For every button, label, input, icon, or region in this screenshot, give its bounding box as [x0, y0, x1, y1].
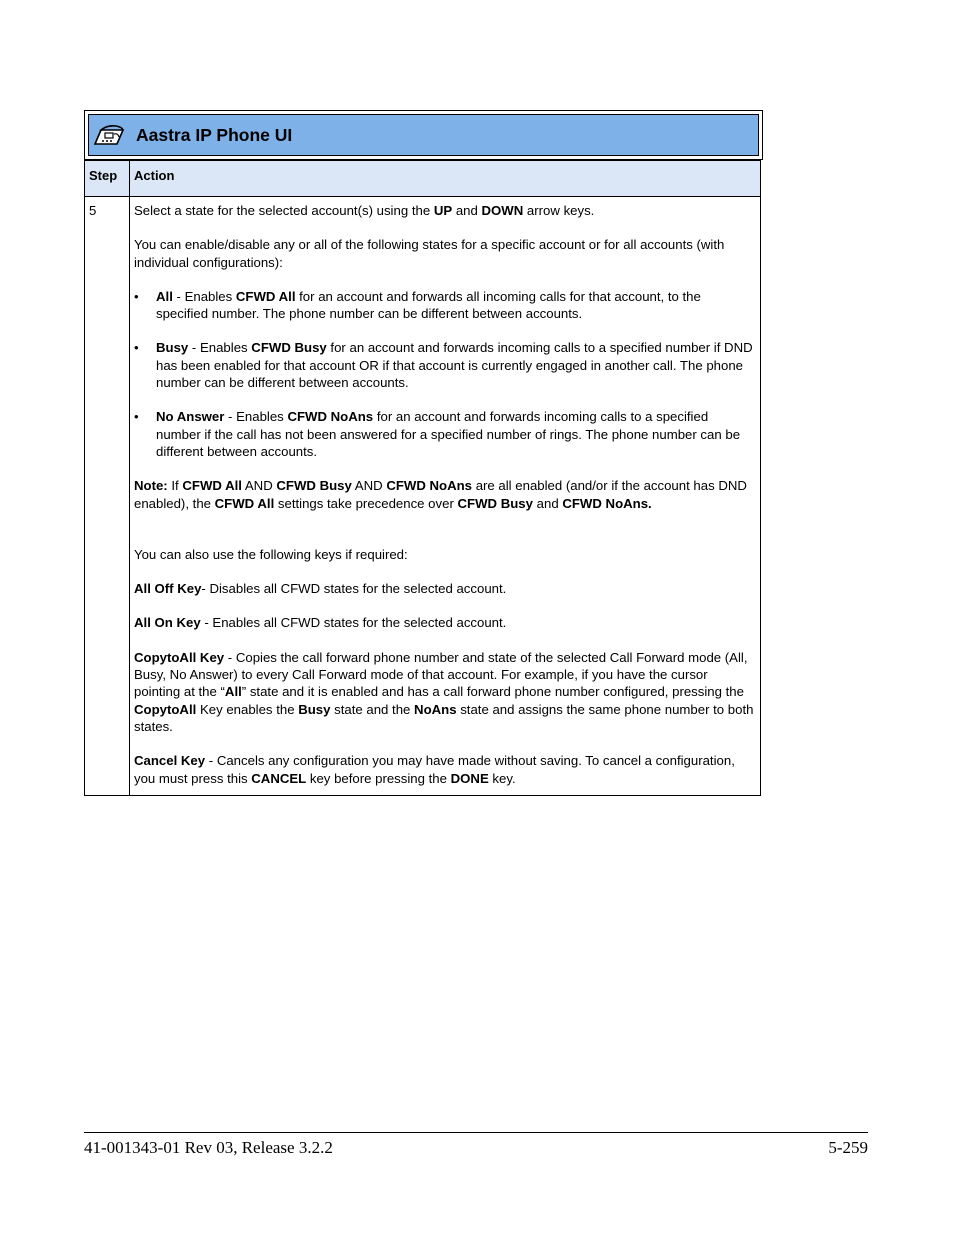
spacer	[134, 529, 756, 546]
action-states-intro: You can enable/disable any or all of the following states for a specific account or for all accounts (with individual configurations):	[134, 237, 725, 270]
copytoall-key-desc: CopytoAll Key - Copies the call forward phone number and state of the selected Call Forward mode (All, Busy, No Answer) to every Call Forward mode of that account. For example, if you have the cursor pointing at the “All” state and it is enabled and has a call forward phone number configured, pressing the CopytoAll Key enables the Busy state and the NoAns state and assigns the same phone number to both states.	[134, 649, 754, 734]
page-number: 5-259	[828, 1138, 868, 1157]
phone-icon	[92, 124, 126, 146]
table-banner	[88, 114, 759, 156]
action-cell	[130, 197, 761, 796]
step-number: 5	[85, 197, 130, 796]
all-on-key-desc: All On Key - Enables all CFWD states for the selected account.	[134, 615, 507, 631]
action-intro: Select a state for the selected account(s) using the UP and DOWN arrow keys.	[134, 203, 595, 218]
table-banner-frame	[84, 110, 763, 160]
bullet-marker: •	[134, 288, 139, 304]
header-action: Action	[130, 161, 761, 197]
page-footer	[84, 1138, 868, 1158]
all-off-key-desc: All Off Key- Disables all CFWD states for the selected account.	[134, 581, 507, 597]
table-header-row	[85, 161, 761, 197]
bullet-marker: •	[134, 409, 139, 425]
keys-intro: You can also use the following keys if required:	[134, 546, 408, 562]
banner-title: Aastra IP Phone UI	[136, 124, 293, 145]
cancel-key-desc: Cancel Key - Cancels any configuration you may have made without saving. To cancel a configuration, you must press this CANCEL key before pressing the DONE key.	[134, 753, 735, 786]
steps-table	[84, 160, 761, 796]
footer-rule	[84, 1132, 868, 1133]
list-item: • All - Enables CFWD All for an account and forwards all incoming calls for that account, to the specified number. The phone number can be different between accounts.	[134, 288, 701, 322]
procedure-table	[84, 110, 761, 796]
list-item: • No Answer - Enables CFWD NoAns for an account and forwards incoming calls to a specified number if the call has not been answered for a specified number of rings. The phone number can be different between accounts.	[134, 409, 741, 459]
list-item: • Busy - Enables CFWD Busy for an account and forwards incoming calls to a specified number if DND has been enabled for that account OR if that account is currently engaged in another call. The phone number can be different between accounts.	[134, 340, 753, 391]
document-id: 41-001343-01 Rev 03, Release 3.2.2	[84, 1138, 333, 1157]
header-step: Step	[85, 161, 130, 197]
bullet-marker: •	[134, 340, 139, 356]
note-paragraph: Note: If CFWD All AND CFWD Busy AND CFWD NoAns are all enabled (and/or if the account has DND enabled), the CFWD All settings take precedence over CFWD Busy and CFWD NoAns.	[134, 478, 747, 511]
table-row	[85, 197, 761, 796]
